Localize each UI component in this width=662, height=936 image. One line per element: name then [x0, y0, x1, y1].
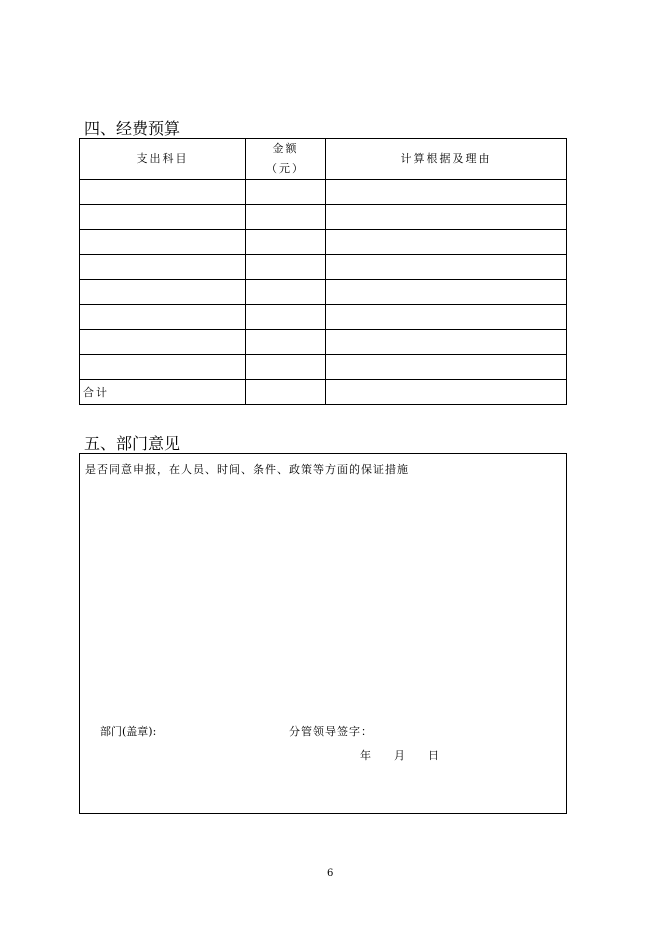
- section4-title: 四、经费预算: [84, 119, 181, 138]
- table-row: [80, 280, 567, 305]
- cell[interactable]: [246, 305, 326, 330]
- cell[interactable]: [80, 205, 246, 230]
- header-item: 支出科目: [80, 139, 246, 180]
- cell[interactable]: [326, 255, 567, 280]
- header-amount: [246, 139, 326, 180]
- total-basis-cell[interactable]: [326, 380, 567, 405]
- header-amount-line1: 金额: [272, 142, 299, 155]
- table-row: [80, 205, 567, 230]
- cell[interactable]: [246, 230, 326, 255]
- cell[interactable]: [80, 180, 246, 205]
- cell[interactable]: [80, 230, 246, 255]
- table-row: [80, 355, 567, 380]
- cell[interactable]: [80, 280, 246, 305]
- year-label: 年: [360, 749, 371, 762]
- dept-opinion-box[interactable]: [79, 453, 567, 814]
- page-number: 6: [327, 868, 334, 879]
- cell[interactable]: [326, 230, 567, 255]
- cell[interactable]: [80, 305, 246, 330]
- cell[interactable]: [246, 205, 326, 230]
- cell[interactable]: [246, 355, 326, 380]
- cell[interactable]: [326, 180, 567, 205]
- cell[interactable]: [326, 355, 567, 380]
- dept-seal-label: 部门(盖章):: [100, 725, 157, 738]
- total-label: 合计: [80, 380, 246, 405]
- cell[interactable]: [246, 255, 326, 280]
- cell[interactable]: [246, 180, 326, 205]
- table-header-row: [80, 139, 567, 180]
- table-row: [80, 305, 567, 330]
- budget-table: [79, 138, 567, 405]
- day-label: 日: [428, 749, 439, 762]
- cell[interactable]: [80, 355, 246, 380]
- table-row: [80, 180, 567, 205]
- total-row: [80, 380, 567, 405]
- month-label: 月: [394, 749, 405, 762]
- cell[interactable]: [326, 330, 567, 355]
- cell[interactable]: [80, 330, 246, 355]
- cell[interactable]: [246, 280, 326, 305]
- leader-sign-label: 分管领导签字：: [289, 725, 373, 738]
- table-row: [80, 230, 567, 255]
- table-row: [80, 330, 567, 355]
- cell[interactable]: [326, 205, 567, 230]
- cell[interactable]: [246, 330, 326, 355]
- cell[interactable]: [326, 280, 567, 305]
- header-basis: 计算根据及理由: [326, 139, 567, 180]
- cell[interactable]: [326, 305, 567, 330]
- total-amount-cell[interactable]: [246, 380, 326, 405]
- cell[interactable]: [80, 255, 246, 280]
- opinion-prompt: 是否同意申报，在人员、时间、条件、政策等方面的保证措施: [85, 463, 409, 476]
- table-row: [80, 255, 567, 280]
- header-amount-line2: （元）: [266, 162, 305, 175]
- section5-title: 五、部门意见: [84, 434, 181, 453]
